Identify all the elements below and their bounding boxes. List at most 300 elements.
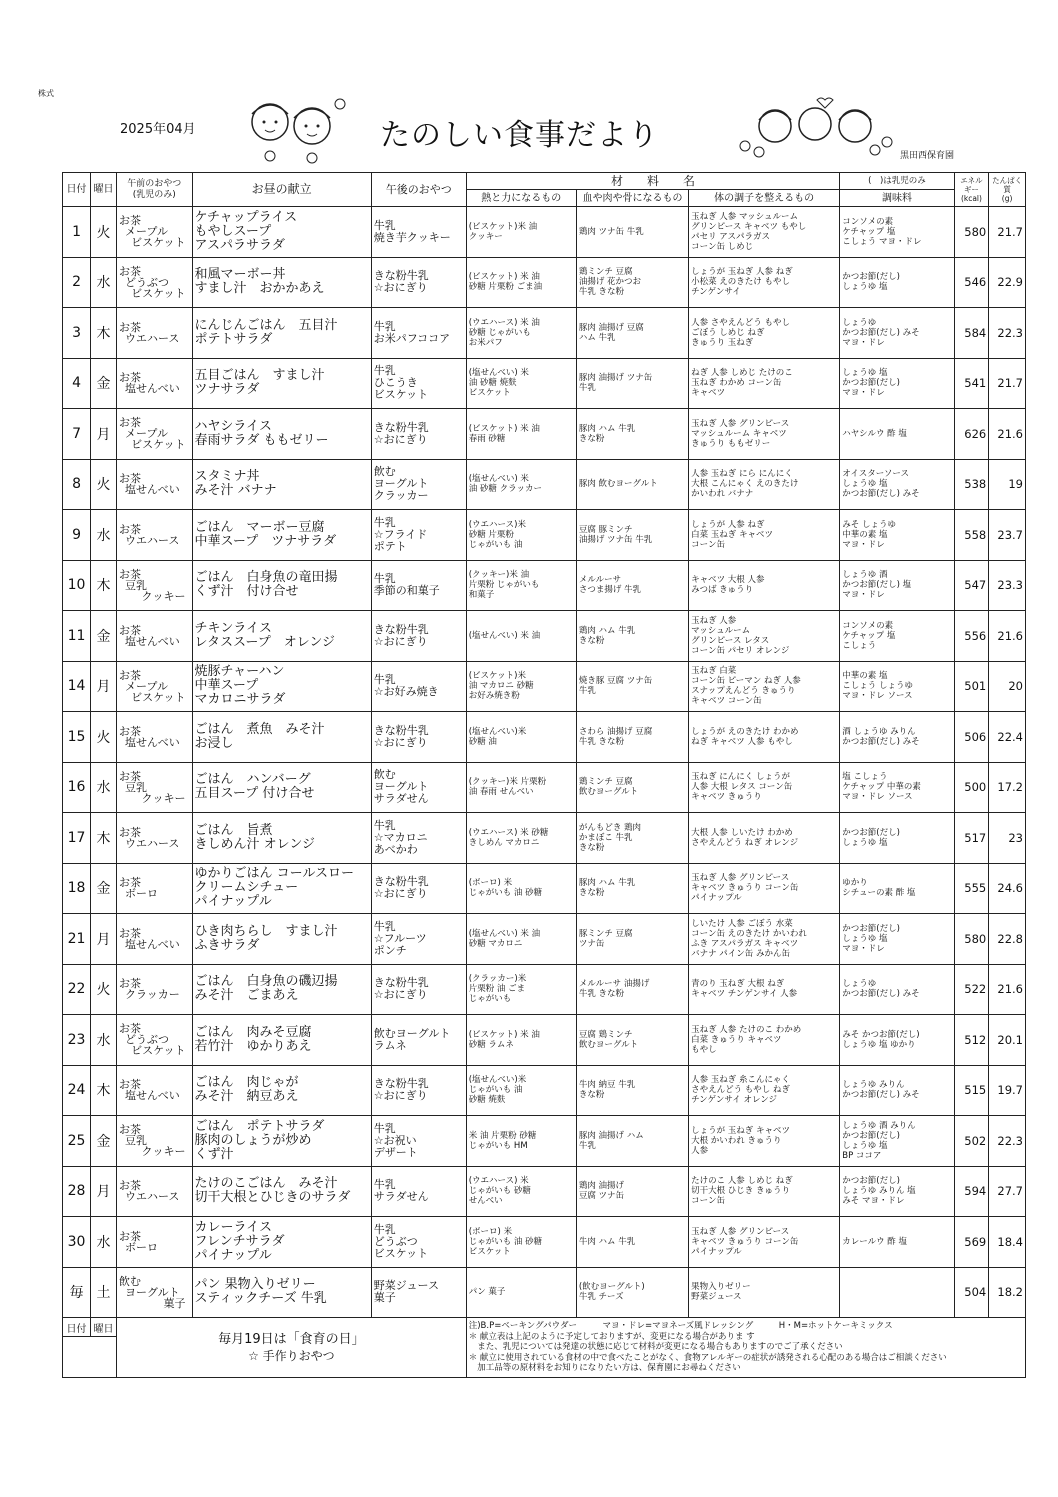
lunch-line: くず汁 — [194, 1146, 234, 1162]
ingredient-line: 砂糖 片栗粉 ごま油 — [468, 282, 543, 293]
ingredient-line: しょうが 玉ねぎ 人参 ねぎ — [691, 267, 793, 278]
am-snack-line: お茶 — [118, 825, 141, 839]
day-cell: 9 — [63, 510, 91, 561]
seasoning-cell — [840, 611, 954, 662]
ingredient-line: さわら 油揚げ 豆腐 — [578, 726, 653, 737]
lunch-cell — [192, 1267, 371, 1318]
ingredient-line: 人参 玉ねぎ 糸こんにゃく — [691, 1075, 790, 1086]
pm-snack-line: 牛乳 — [373, 515, 396, 529]
pm-snack-cell — [371, 712, 466, 763]
ingredient-line: きな粉 — [578, 635, 605, 646]
am-snack-line: お茶 — [118, 623, 141, 637]
ingredient-line: 砂糖 片栗粉 — [468, 529, 514, 540]
heat-ingredients-cell — [466, 914, 576, 965]
ingredient-line: 油 砂糖 焼麩 — [468, 378, 517, 389]
am-snack-line: お茶 — [118, 977, 141, 991]
protein-cell: 18.2 — [989, 1267, 1026, 1318]
pm-snack-cell — [371, 1116, 466, 1167]
energy-cell: 504 — [954, 1267, 989, 1318]
seasoning-cell — [840, 1166, 954, 1217]
pm-snack-line: ☆おにぎり — [373, 988, 428, 1002]
lunch-line: ごはん 旨煮 — [194, 822, 273, 838]
blood-ingredients-cell — [576, 661, 688, 712]
menu-row — [63, 1267, 1026, 1318]
lunch-line: パイナップル — [194, 1247, 272, 1263]
ingredient-line: (ビスケット) 米 油 — [468, 272, 540, 283]
ingredient-line: 玉ねぎ 人参 — [691, 615, 737, 626]
seasoning-line: みそ マヨ・ドレ — [842, 1196, 905, 1207]
ingredient-line: せんべい — [468, 1196, 503, 1207]
protein-cell: 20.1 — [989, 1015, 1026, 1066]
energy-cell: 547 — [954, 560, 989, 611]
ingredient-line: 玉ねぎ 白菜 — [691, 666, 737, 677]
lunch-line: 五目ごはん すまし汁 — [194, 368, 325, 384]
pm-snack-line: 飲む — [373, 465, 396, 479]
seasoning-line: かつお節(だし) 塩 — [842, 580, 912, 591]
heat-ingredients-cell — [466, 863, 576, 914]
am-snack-line: クラッカー — [124, 988, 180, 1002]
pm-snack-line: きな粉牛乳 — [373, 622, 429, 636]
ingredient-line: キャベツ チンゲンサイ 人参 — [691, 989, 798, 1000]
am-snack-line: ビスケット — [131, 690, 186, 704]
school-name: 黒田西保育園 — [900, 151, 955, 161]
seasoning-cell — [840, 207, 954, 258]
am-snack-line: お茶 — [118, 264, 141, 278]
seasoning-cell — [840, 1217, 954, 1268]
lunch-line: 五目スープ 付け合せ — [194, 786, 315, 802]
am-snack-cell — [116, 1166, 192, 1217]
protein-cell: 22.9 — [989, 257, 1026, 308]
ingredient-line: 牛乳 — [578, 1140, 596, 1151]
protein-cell: 23.7 — [989, 510, 1026, 561]
blood-ingredients-cell — [576, 560, 688, 611]
pm-snack-cell — [371, 510, 466, 561]
blood-ingredients-cell — [576, 813, 688, 864]
lunch-cell — [192, 1217, 371, 1268]
lunch-line: レタススープ オレンジ — [194, 634, 336, 650]
seasoning-line: しょうゆ 酒 — [842, 570, 888, 581]
weekday-cell: 土 — [91, 1267, 117, 1318]
protein-cell: 19.7 — [989, 1065, 1026, 1116]
am-snack-cell — [116, 1065, 192, 1116]
blood-ingredients-cell — [576, 1116, 688, 1167]
pm-snack-line: 牛乳 — [373, 364, 396, 378]
lunch-line: 切干大根とひじきのサラダ — [194, 1190, 351, 1206]
ingredient-line: しいたけ 人参 ごぼう 水菜 — [691, 918, 793, 929]
am-snack-line: ヨーグルト — [124, 1285, 180, 1299]
blood-ingredients-cell — [576, 863, 688, 914]
ingredient-line: 油 春雨 せんべい — [468, 787, 534, 798]
energy-cell: 506 — [954, 712, 989, 763]
body-ingredients-cell — [689, 308, 840, 359]
lunch-cell — [192, 1065, 371, 1116]
ingredient-line: (クッキー)米 油 — [468, 570, 530, 581]
am-snack-line: 豆乳 — [124, 780, 147, 794]
ingredient-line: メルルーサ — [578, 575, 622, 586]
heat-ingredients-cell — [466, 308, 576, 359]
seasoning-line: オイスターソース — [842, 469, 909, 480]
pm-snack-line: きな粉牛乳 — [373, 976, 429, 990]
ingredient-line: きしめん マカロニ — [468, 837, 540, 848]
lunch-cell — [192, 914, 371, 965]
energy-cell: 502 — [954, 1116, 989, 1167]
ingredient-line: がんもどき 鶏肉 — [578, 822, 642, 833]
footer-shokuiku-box — [116, 1318, 466, 1378]
weekday-cell: 火 — [91, 207, 117, 258]
am-snack-cell — [116, 1217, 192, 1268]
lunch-line: お浸し — [194, 735, 234, 751]
seasoning-line: かつお節(だし) — [842, 827, 900, 838]
weekday-cell: 月 — [91, 409, 117, 460]
body-ingredients-cell — [689, 358, 840, 409]
lunch-line: スタミナ丼 — [194, 469, 260, 485]
ingredient-line: キャベツ 大根 人参 — [691, 575, 765, 586]
ingredient-line: 牛肉 納豆 牛乳 — [578, 1080, 636, 1091]
ingredient-line: じゃがいも 油 — [468, 539, 523, 550]
ingredient-line: 油 砂糖 クラッカー — [468, 484, 542, 495]
heat-ingredients-cell — [466, 611, 576, 662]
seasoning-cell — [840, 560, 954, 611]
ingredient-line: 果物入りゼリー — [691, 1282, 751, 1293]
energy-cell: 580 — [954, 914, 989, 965]
ingredient-line: 玉ねぎ 人参 グリンピース — [691, 1226, 790, 1237]
pm-snack-line: 牛乳 — [373, 218, 396, 232]
ingredient-line: 豚ミンチ 豆腐 — [578, 928, 633, 939]
heat-ingredients-cell — [466, 1217, 576, 1268]
weekday-cell: 火 — [91, 964, 117, 1015]
menu-row — [63, 813, 1026, 864]
day-cell: 28 — [63, 1166, 91, 1217]
ingredient-line: 小松菜 えのきたけ もやし — [691, 277, 791, 288]
ingredient-line: 玉ねぎ 人参 グリンピース — [691, 873, 790, 884]
am-snack-cell — [116, 914, 192, 965]
ingredient-line: じゃがいも 油 砂糖 — [468, 1236, 543, 1247]
ingredient-line: ねぎ キャベツ 人参 もやし — [691, 736, 793, 747]
pm-snack-cell — [371, 207, 466, 258]
newsletter-date: 2025年04月 — [120, 122, 196, 137]
menu-row — [63, 611, 1026, 662]
energy-cell: 558 — [954, 510, 989, 561]
lunch-line: くず汁 付け合せ — [194, 584, 299, 600]
ingredient-line: 焼き豚 豆腐 ツナ缶 — [578, 676, 653, 687]
ingredient-line: 豆腐 豚ミンチ — [578, 524, 633, 535]
pm-snack-line: サラダせん — [373, 792, 429, 806]
body-ingredients-cell — [689, 560, 840, 611]
seasoning-cell — [840, 308, 954, 359]
lunch-line: ケチャップライス — [194, 209, 298, 225]
lunch-cell — [192, 762, 371, 813]
pm-snack-cell — [371, 813, 466, 864]
lunch-cell — [192, 308, 371, 359]
blood-ingredients-cell — [576, 762, 688, 813]
am-snack-line: ボーロ — [124, 887, 158, 901]
day-cell: 10 — [63, 560, 91, 611]
ingredient-line: ごぼう しめじ ねぎ — [691, 327, 765, 338]
am-snack-line: お茶 — [118, 320, 141, 334]
protein-cell: 22.8 — [989, 914, 1026, 965]
am-snack-cell — [116, 762, 192, 813]
seasoning-cell — [840, 712, 954, 763]
heat-ingredients-cell — [466, 459, 576, 510]
menu-row — [63, 409, 1026, 460]
seasoning-line: かつお節(だし) — [842, 1176, 900, 1187]
lunch-line: チキンライス — [194, 620, 272, 636]
pm-snack-line: ☆おにぎり — [373, 281, 428, 295]
body-ingredients-cell — [689, 1267, 840, 1318]
ingredient-line: 砂糖 じゃがいも — [468, 327, 531, 338]
am-snack-cell — [116, 712, 192, 763]
ingredient-line: 白菜 玉ねぎ キャベツ — [691, 529, 774, 540]
lunch-line: ツナサラダ — [194, 382, 260, 398]
ingredient-line: 人参 玉ねぎ にら にんにく — [691, 469, 793, 480]
pm-snack-line: ポテト — [373, 539, 407, 553]
ingredient-line: きな粉 — [578, 1090, 605, 1101]
ingredient-line: 牛乳 きな粉 — [578, 989, 625, 1000]
lunch-line: カレーライス — [194, 1219, 273, 1235]
header-weekday: 曜日 — [91, 173, 117, 207]
ingredient-line: 野菜ジュース — [691, 1292, 742, 1303]
ingredient-line: バナナ パイン缶 みかん缶 — [691, 948, 791, 959]
weekday-cell: 金 — [91, 1116, 117, 1167]
ingredient-line: 牛乳 — [578, 686, 596, 697]
protein-cell: 22.3 — [989, 308, 1026, 359]
ingredient-line: 鶏肉 ツナ缶 牛乳 — [578, 226, 644, 237]
header-lunch: お昼の献立 — [192, 173, 371, 207]
protein-cell: 24.6 — [989, 863, 1026, 914]
ingredient-line: 豚肉 ハム 牛乳 — [578, 423, 636, 434]
am-snack-line: お茶 — [118, 416, 141, 430]
ingredient-line: キャベツ コーン缶 — [691, 696, 762, 707]
am-snack-line: お茶 — [118, 1123, 141, 1137]
pm-snack-line: 野菜ジュース — [373, 1279, 439, 1293]
am-snack-line: 飲む — [118, 1274, 141, 1288]
ingredient-line: コーン缶 えのきたけ かいわれ — [691, 928, 807, 939]
weekday-cell: 月 — [91, 1166, 117, 1217]
blood-ingredients-cell — [576, 712, 688, 763]
protein-cell: 18.4 — [989, 1217, 1026, 1268]
seasoning-line: 中華の素 塩 — [842, 671, 888, 682]
lunch-line: ごはん 肉じゃが — [194, 1075, 299, 1091]
protein-cell: 22.3 — [989, 1116, 1026, 1167]
ingredient-line: 米 油 片栗粉 砂糖 — [468, 1130, 537, 1141]
lunch-line: 中華スープ — [194, 678, 259, 694]
ingredient-line: 砂糖 マカロニ — [468, 938, 523, 949]
shokuiku-day-text: 毎月19日は「食育の日」 — [218, 1331, 365, 1347]
newsletter-title: たのしい食事だより — [380, 118, 659, 153]
pm-snack-line: デザート — [373, 1145, 418, 1159]
lunch-line: ひき肉ちらし すまし汁 — [194, 923, 338, 939]
ingredient-line: (ビスケット) 米 油 — [468, 423, 540, 434]
ingredient-line: 油揚げ ツナ缶 牛乳 — [578, 534, 653, 545]
ingredient-line: じゃがいも HM — [468, 1140, 528, 1151]
ingredient-line: チンゲンサイ オレンジ — [691, 1095, 778, 1106]
lunch-line: 豚肉のしょうが炒め — [194, 1132, 312, 1148]
body-ingredients-cell — [689, 1166, 840, 1217]
energy-cell: 517 — [954, 813, 989, 864]
am-snack-line: ビスケット — [131, 1044, 186, 1058]
ingredient-line: 油 マカロニ 砂糖 — [468, 681, 534, 692]
pm-snack-line: 牛乳 — [373, 818, 396, 832]
energy-cell: 594 — [954, 1166, 989, 1217]
am-snack-line: 塩せんべい — [124, 937, 180, 951]
seasoning-line: マヨ・ドレ — [842, 943, 885, 954]
lunch-line: 春雨サラダ ももゼリー — [194, 432, 329, 448]
header-seasoning: 調味料 — [840, 190, 954, 207]
seasoning-cell — [840, 358, 954, 409]
heat-ingredients-cell — [466, 560, 576, 611]
ingredient-line: 豚肉 飲むヨーグルト — [578, 479, 658, 490]
pm-snack-line: ☆おにぎり — [373, 1089, 428, 1103]
energy-cell: 556 — [954, 611, 989, 662]
pm-snack-line: ☆お祝い — [373, 1133, 417, 1147]
am-snack-cell — [116, 813, 192, 864]
lunch-cell — [192, 510, 371, 561]
pm-snack-line: クラッカー — [373, 489, 429, 503]
am-snack-line: ビスケット — [131, 236, 186, 250]
weekday-cell: 水 — [91, 1217, 117, 1268]
am-snack-line: お茶 — [118, 1022, 141, 1036]
body-ingredients-cell — [689, 712, 840, 763]
menu-row — [63, 661, 1026, 712]
pm-snack-cell — [371, 409, 466, 460]
lunch-line: マカロニサラダ — [194, 692, 286, 708]
pm-snack-cell — [371, 1166, 466, 1217]
ingredient-line: 和菓子 — [468, 590, 495, 601]
lunch-cell — [192, 409, 371, 460]
seasoning-line: マヨ・ドレ — [842, 539, 885, 550]
blood-ingredients-cell — [576, 308, 688, 359]
seasoning-line: ハヤシルウ 酢 塩 — [842, 428, 907, 439]
protein-cell: 21.6 — [989, 611, 1026, 662]
weekday-cell: 月 — [91, 661, 117, 712]
energy-cell: 626 — [954, 409, 989, 460]
am-snack-line: お茶 — [118, 567, 141, 581]
ingredient-line: ビスケット — [468, 388, 511, 399]
pm-snack-line: どうぶつ — [373, 1234, 418, 1248]
pm-snack-cell — [371, 1267, 466, 1318]
weekday-cell: 火 — [91, 459, 117, 510]
pm-snack-line: きな粉牛乳 — [373, 420, 429, 434]
ingredient-line: クッキー — [468, 231, 503, 242]
pm-snack-line: ☆おにぎり — [373, 432, 428, 446]
day-cell: 16 — [63, 762, 91, 813]
seasoning-line: かつお節(だし) みそ — [842, 989, 920, 1000]
ingredient-line: お好み焼き粉 — [468, 691, 520, 702]
am-snack-line: メープル — [124, 679, 168, 693]
heat-ingredients-cell — [466, 762, 576, 813]
am-snack-line: お茶 — [118, 668, 141, 682]
ingredient-line: 大根 人参 しいたけ わかめ — [691, 827, 793, 838]
ingredient-line: しょうが えのきたけ わかめ — [691, 726, 799, 737]
heat-ingredients-cell — [466, 1116, 576, 1167]
seasoning-line: こしょう しょうゆ — [842, 681, 913, 692]
lunch-line: パン 果物入りゼリー — [194, 1277, 316, 1293]
ingredient-line: さやえんどう ねぎ オレンジ — [691, 837, 799, 848]
seasoning-line: かつお節(だし) — [842, 272, 900, 283]
ingredient-line: (クラッカー)米 — [468, 974, 527, 985]
day-cell: 8 — [63, 459, 91, 510]
weekday-cell: 木 — [91, 560, 117, 611]
seasoning-line: マヨ・ドレ ソース — [842, 691, 913, 702]
am-snack-line: ウエハース — [124, 1190, 180, 1204]
blood-ingredients-cell — [576, 257, 688, 308]
lunch-line: ごはん 煮魚 みそ汁 — [194, 721, 325, 737]
ingredient-line: 片栗粉 じゃがいも — [468, 580, 540, 591]
lunch-line: 若竹汁 ゆかりあえ — [194, 1038, 312, 1054]
pm-snack-cell — [371, 308, 466, 359]
note-line: また、乳児については発達の状態に応じて材料が変更になる場合もありますのでご了承ください — [468, 1342, 843, 1353]
heat-ingredients-cell — [466, 1166, 576, 1217]
pm-snack-cell — [371, 1015, 466, 1066]
weekday-cell: 水 — [91, 257, 117, 308]
lunch-line: フレンチサラダ — [194, 1233, 285, 1249]
energy-cell: 500 — [954, 762, 989, 813]
pm-snack-cell — [371, 611, 466, 662]
day-cell: 18 — [63, 863, 91, 914]
footer-notes — [466, 1318, 1025, 1378]
note-line: 注)B.P=ベーキングパウダー マヨ・ドレ=マヨネーズ風ドレッシング H・M=ホットケーキミックス — [468, 1321, 893, 1332]
ingredient-line: (塩せんべい) 米 — [468, 474, 529, 485]
am-snack-line: ウエハース — [124, 533, 180, 547]
ingredient-line: 砂糖 焼麩 — [468, 1095, 506, 1106]
lunch-cell — [192, 661, 371, 712]
am-snack-line: メープル — [124, 225, 168, 239]
children-illustration-right — [735, 96, 895, 162]
am-snack-line: クッキー — [141, 791, 186, 805]
lunch-cell — [192, 1116, 371, 1167]
blood-ingredients-cell — [576, 1015, 688, 1066]
blood-ingredients-cell — [576, 409, 688, 460]
am-snack-cell — [116, 1015, 192, 1066]
seasoning-line: しょうゆ 塩 — [842, 282, 888, 293]
seasoning-line: コンソメの素 — [842, 216, 894, 227]
menu-row — [63, 712, 1026, 763]
seasoning-line: しょうゆ 塩 — [842, 1140, 888, 1151]
heat-ingredients-cell — [466, 207, 576, 258]
day-cell: 2 — [63, 257, 91, 308]
body-ingredients-cell — [689, 257, 840, 308]
protein-cell: 21.6 — [989, 964, 1026, 1015]
heat-ingredients-cell — [466, 712, 576, 763]
lunch-line: ごはん ポテトサラダ — [194, 1118, 325, 1134]
ingredient-line: (塩せんべい) 米 — [468, 368, 529, 379]
ingredient-line: 玉ねぎ 人参 たけのこ わかめ — [691, 1024, 802, 1035]
ingredient-line: 砂糖 ラムネ — [468, 1039, 514, 1050]
ingredient-line: (塩せんべい) 米 油 — [468, 630, 541, 641]
lunch-line: たけのこごはん みそ汁 — [194, 1176, 338, 1192]
blood-ingredients-cell — [576, 1065, 688, 1116]
pm-snack-line: 牛乳 — [373, 673, 396, 687]
ingredient-line: きゅうり 玉ねぎ — [691, 337, 754, 348]
ingredient-line: 人参 — [691, 1145, 709, 1156]
energy-cell: 584 — [954, 308, 989, 359]
ingredient-line: ビスケット — [468, 1246, 511, 1257]
am-snack-line: メープル — [124, 427, 168, 441]
ingredient-line: キャベツ — [691, 388, 726, 399]
seasoning-line: しょうゆ 塩 ゆかり — [842, 1039, 916, 1050]
pm-snack-line: ☆おにぎり — [373, 634, 428, 648]
ingredient-line: グリンピース レタス — [691, 635, 770, 646]
ingredient-line: 玉ねぎ にんにく しょうが — [691, 772, 791, 783]
seasoning-line: シチューの素 酢 塩 — [842, 888, 916, 899]
body-ingredients-cell — [689, 813, 840, 864]
heat-ingredients-cell — [466, 409, 576, 460]
seasoning-line: コンソメの素 — [842, 620, 894, 631]
header-ingredients: 材 料 名 — [466, 173, 840, 190]
body-ingredients-cell — [689, 863, 840, 914]
blood-ingredients-cell — [576, 914, 688, 965]
header-blood-bone: 血や肉や骨になるもの — [576, 190, 688, 207]
